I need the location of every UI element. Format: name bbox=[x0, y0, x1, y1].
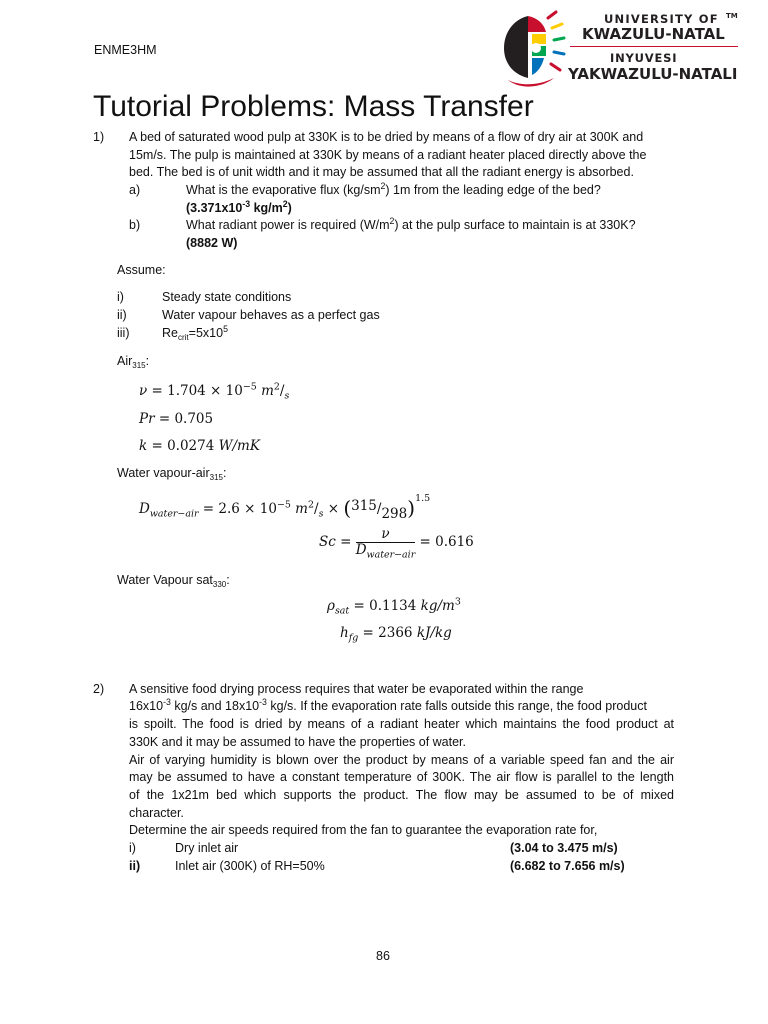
problem2-part-answer: (6.682 to 7.656 m/s) bbox=[510, 859, 625, 873]
page-number: 86 bbox=[376, 949, 390, 963]
problem2-number: 2) bbox=[93, 682, 105, 696]
problem1-line: A bed of saturated wood pulp at 330K is to be dried by means of a flow of dry air at 300K and bbox=[129, 130, 644, 144]
problem2-line: is spoilt. The food is dried by means of a radiant heater which maintains the food product at bbox=[129, 717, 674, 731]
assume-label: Assume: bbox=[117, 263, 166, 277]
k-equation: k = 0.0274 W/mK bbox=[139, 438, 260, 454]
hfg-equation: $h_{fg} = 2366$ kJ/kg bbox=[340, 625, 452, 644]
schmidt-equation: Sc = $\frac{\nu}{D_{water-air}}$ = 0.616 bbox=[319, 526, 474, 561]
assumption-text: Water vapour behaves as a perfect gas bbox=[162, 308, 380, 322]
problem2-line: may be assumed to have a constant temperature of 300K. The air flow is parallel to the length bbox=[129, 770, 674, 784]
water-vapour-sat-label: Water Vapour sat$_{330}$: bbox=[117, 573, 230, 589]
assumption-text: Steady state conditions bbox=[162, 290, 292, 304]
schmidt-fraction: $\frac{\nu}{D_{water-air}}$ bbox=[355, 526, 416, 561]
part-a-answer: ($3.371x10^{-3}$ $kg/m^2$) bbox=[186, 198, 292, 215]
assumption-label: ii) bbox=[117, 308, 127, 322]
assumption-text: $Re_{crit}=5x10^5$ bbox=[162, 323, 228, 342]
rho-sat-equation: $\rho_{sat} = 0.1134$ $kg/m^3$ bbox=[327, 596, 461, 617]
university-logo bbox=[498, 8, 748, 88]
nu-equation: $\nu = 1.704 \times 10^{-5}$ $m^2/_s$ bbox=[139, 381, 290, 402]
problem2-line: A sensitive food drying process requires that water be evaporated within the range bbox=[129, 682, 584, 696]
part-b-label: b) bbox=[129, 218, 141, 232]
part-b-answer: (8882 W) bbox=[186, 236, 238, 250]
logo-line4: YAKWAZULU-NATALI bbox=[568, 65, 738, 83]
logo-divider bbox=[570, 46, 738, 47]
problem2-line: Determine the air speeds required from the fan to guarantee the evaporation rate for, bbox=[129, 823, 598, 837]
part-a-label: a) bbox=[129, 183, 141, 197]
course-code: ENME3HM bbox=[94, 43, 157, 57]
logo-tm: TM bbox=[726, 12, 738, 20]
logo-line2: KWAZULU-NATAL bbox=[582, 25, 725, 43]
problem2-line: of the 1x21m bed which supports the product. The flow may be assumed to be of mixed bbox=[129, 788, 674, 802]
problem2-line: 330K and it may be assumed to have the properties of water. bbox=[129, 735, 467, 749]
problem2-part-text: Dry inlet air bbox=[175, 841, 239, 855]
pr-equation: Pr = 0.705 bbox=[139, 411, 214, 427]
part-b-question: What radiant power is required $(W/m^2)$ at the pulp surface to maintain is at 330K? bbox=[186, 215, 636, 232]
problem1-number: 1) bbox=[93, 130, 105, 144]
diffusivity-equation: $D_{water-air} = 2.6 \times 10^{-5}$ $m^2/_s \times (315/298)^{1.5}$ bbox=[139, 493, 431, 522]
problem1-line: 15m/s. The pulp is maintained at 330K by means of a radiant heater placed directly above the bbox=[129, 148, 647, 162]
problem2-part-answer: (3.04 to 3.475 m/s) bbox=[510, 841, 618, 855]
problem2-line: character. bbox=[129, 806, 184, 820]
problem2-part-label: i) bbox=[129, 841, 136, 855]
page-title: Tutorial Problems: Mass Transfer bbox=[93, 90, 534, 123]
problem2-line: $16x10^{-3}$ kg/s and $18x10^{-3}$ kg/s. If the evaporation rate falls outside this range, the food product bbox=[129, 696, 647, 713]
problem2-part-label: ii) bbox=[129, 859, 141, 873]
logo-line1: UNIVERSITY OF bbox=[604, 12, 719, 26]
assumption-label: iii) bbox=[117, 326, 130, 340]
problem2-part-text: Inlet air (300K) of RH=50% bbox=[175, 859, 325, 873]
problem2-line: Air of varying humidity is blown over the product by means of a variable speed fan and the air bbox=[129, 753, 674, 767]
assumption-label: i) bbox=[117, 290, 124, 304]
logo-line3: INYUVESI bbox=[610, 51, 678, 65]
water-vapour-air-label: Water vapour-air$_{315}$: bbox=[117, 466, 227, 482]
air-label: Air$_{315}$: bbox=[117, 354, 150, 370]
ukzn-shield-icon bbox=[498, 8, 568, 88]
part-a-question: What is the evaporative flux $(kg/sm^2)$ 1m from the leading edge of the bed? bbox=[186, 180, 601, 197]
problem1-line: bed. The bed is of unit width and it may be assumed that all the radiant energy is absorbed. bbox=[129, 165, 634, 179]
